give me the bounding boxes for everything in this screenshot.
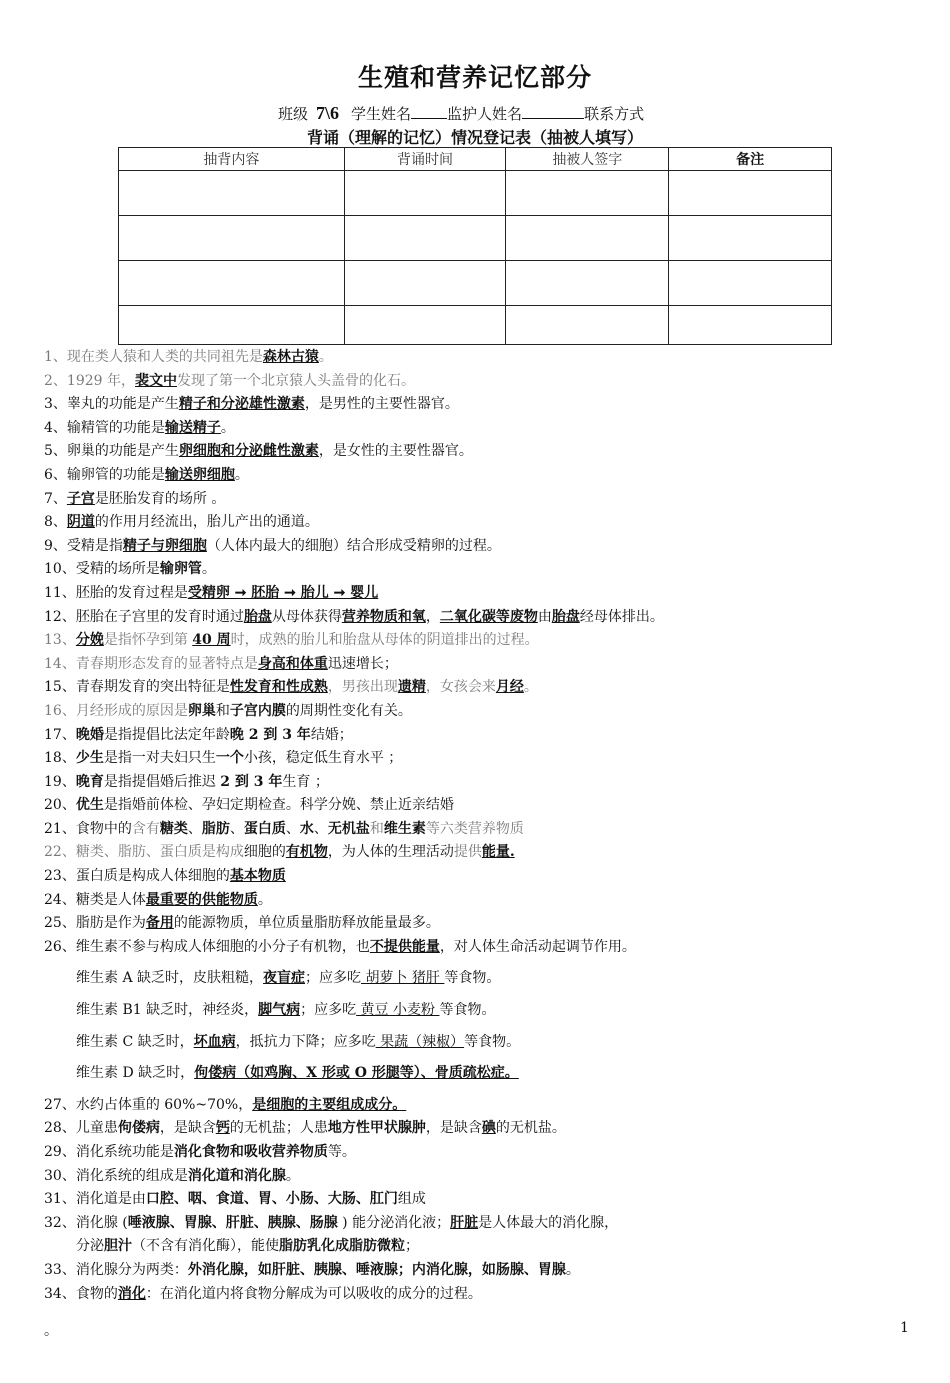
item-text-segment: 外消化腺，如肝脏、胰腺、唾液腺；内消化腺，如肠腺、胃腺 (187, 1261, 566, 1278)
item-text-segment: 7、 (44, 490, 67, 507)
item-text-segment: 23、蛋白质是构成人体细胞的 (44, 868, 230, 885)
student-name-blank[interactable] (411, 104, 447, 119)
table-row (119, 216, 832, 261)
table-cell[interactable] (119, 171, 345, 216)
item-text-segment: 维生素 C 缺乏时， (76, 1033, 194, 1050)
item-text-segment: 时，成熟的胎儿和胎盘从母体的阴道排出的过程。 (230, 632, 539, 649)
item-text-segment: 9、受精是指 (44, 537, 123, 554)
class-value: 7\6 (316, 103, 340, 123)
table-header-row (119, 148, 832, 171)
item-text-segment: 、 (313, 820, 328, 837)
item-text-segment: ，是缺含 (159, 1120, 216, 1137)
list-item (44, 1188, 924, 1212)
list-item (44, 558, 924, 582)
list-item (44, 393, 924, 417)
item-text-segment: 胎盘 (243, 608, 272, 625)
list-item (44, 771, 924, 795)
table-cell[interactable] (506, 306, 669, 345)
item-text-segment: 10、受精的场所是 (44, 561, 160, 578)
item-text-segment: 黄豆 小麦粉 (356, 1002, 440, 1019)
item-text-segment: ：在消化道内将食物分解成为可以吸收的成分的过程。 (145, 1285, 482, 1302)
list-item (44, 1235, 924, 1259)
item-text-segment: 34、食物的 (44, 1285, 118, 1302)
item-text-segment: 15、青春期发育的突出特征是 (44, 679, 230, 696)
item-text-segment: 肝脏 (450, 1214, 479, 1231)
item-text-segment: 精子和分泌雄性激素 (178, 396, 305, 413)
item-text-segment: 裴文中 (135, 372, 177, 389)
register-table-title: 背诵（理解的记忆）情况登记表（抽被人填写） (306, 128, 643, 147)
item-text-segment: 输送卵细胞 (164, 466, 235, 483)
item-text-segment: ；应多吃 (300, 1002, 357, 1019)
item-text-segment: 等。 (327, 1144, 356, 1160)
item-text-segment: 。 (257, 891, 272, 908)
item-text-segment: 钙 (215, 1120, 230, 1137)
item-text-segment: 备用 (145, 915, 174, 932)
item-text-segment: 1、现在类人猿和人类的共同祖先是 (44, 349, 263, 365)
item-text-segment: 。 (523, 679, 538, 696)
list-item (44, 841, 924, 865)
item-text-segment: 晚 2 到 3 年 (229, 726, 311, 743)
item-text-segment: 5、卵巢的功能是产生 (44, 443, 179, 460)
document-title: 生殖和营养记忆部分 (357, 63, 592, 92)
item-text-segment: 发现了第一个北京猿人头盖骨的化石。 (177, 372, 415, 389)
item-text-segment: 晚育 (75, 773, 104, 790)
item-text-segment: ，是缺含 (425, 1120, 482, 1137)
list-item (44, 1259, 924, 1283)
guardian-name-blank[interactable] (522, 104, 584, 119)
item-text-segment: 等食物。 (444, 970, 501, 987)
item-text-segment: 性发育和性成熟 (229, 679, 328, 696)
item-text-segment: 25、脂肪是作为 (44, 915, 146, 932)
item-text-segment: 果蔬（辣椒） (375, 1033, 465, 1050)
item-text-segment: 子宫内膜 (229, 702, 286, 719)
item-text-segment: 维生素 (383, 820, 426, 837)
item-text-segment: 和 (215, 702, 230, 719)
item-text-segment: 提供 (453, 844, 482, 861)
item-text-segment: 14、青春期形态发育的显著特点是 (44, 655, 258, 672)
item-text-segment: 30、消化系统的组成是 (44, 1167, 188, 1184)
list-item (44, 999, 924, 1023)
column-header: 抽背内容 (119, 148, 345, 171)
item-text-segment: 27、水约占体重的 60%~70%， (44, 1096, 253, 1113)
item-text-segment: 22、糖类、脂肪、蛋白质是构成 (44, 844, 244, 861)
item-text-segment: 19、 (44, 773, 76, 790)
item-text-segment: 卵巢 (187, 702, 216, 719)
item-text-segment: ，对人体生命活动起调节作用。 (439, 938, 636, 955)
item-text-segment: 、 (187, 820, 202, 837)
item-text-segment: 优生 (75, 797, 104, 814)
list-item (44, 1031, 924, 1055)
item-text-segment: ， (425, 608, 440, 625)
item-text-segment: 阴道 (66, 514, 95, 531)
item-text-segment: 脂肪 (201, 820, 230, 837)
item-text-segment: 受精卵 ➞ 胚胎 ➞ 胎儿 ➞ 婴儿 (187, 584, 379, 601)
item-text-segment: 。 (565, 1261, 580, 1278)
item-text-segment: 11、胚胎的发育过程是 (44, 584, 188, 601)
item-text-segment: 卵细胞和分泌雌性激素 (178, 443, 319, 460)
item-text-segment: 脚气病 (258, 1002, 301, 1019)
list-item (44, 1141, 924, 1165)
item-text-segment: 二氧化碳等废物 (439, 608, 538, 625)
table-cell[interactable] (669, 171, 832, 216)
table-cell[interactable] (506, 171, 669, 216)
table-cell[interactable] (506, 216, 669, 261)
item-text-segment: 等食物。 (464, 1033, 521, 1050)
list-item (44, 912, 924, 936)
list-item (44, 535, 924, 559)
item-text-segment: 32、消化腺 ( (44, 1214, 128, 1231)
table-cell[interactable] (669, 216, 832, 261)
table-row (119, 171, 832, 216)
list-item (44, 464, 924, 488)
item-text-segment: 生育 ； (282, 773, 329, 790)
item-text-segment: 少生 (75, 750, 104, 767)
list-item (44, 724, 924, 748)
item-text-segment: 营养物质和氧 (341, 608, 426, 625)
item-text-segment: 28、儿童患 (44, 1120, 118, 1137)
item-text-segment: 由 (537, 608, 552, 625)
list-item (44, 346, 924, 370)
contact-label: 联系方式 (584, 105, 645, 123)
item-text-segment: 身高和体重 (257, 655, 328, 672)
item-text-segment: 是指提倡比法定年龄 (103, 726, 230, 743)
item-text-segment: 子宫 (66, 490, 95, 507)
item-text-segment: 佝偻病（如鸡胸、X 形或 O 形腿等）、骨质疏松症。 (194, 1065, 519, 1082)
item-text-segment: 等食物。 (439, 1002, 496, 1019)
list-item (44, 794, 924, 818)
table-cell[interactable] (669, 306, 832, 345)
item-text-segment: 分泌 (76, 1238, 104, 1255)
item-text-segment: 晚婚 (75, 726, 104, 743)
item-text-segment: 最重要的供能物质 (145, 891, 258, 908)
item-text-segment: 31、消化道是由 (44, 1191, 146, 1208)
item-text-segment: 的无机盐。 (495, 1120, 566, 1137)
item-text-segment: 佝偻病 (117, 1120, 160, 1137)
item-text-segment: 结婚； (310, 726, 353, 743)
item-text-segment: 12、胚胎在子宫里的发育时通过 (44, 608, 244, 625)
page-number: 1 (900, 1320, 909, 1336)
item-text-segment: 是胚胎发育的场所 。 (94, 490, 226, 507)
item-text-segment: 输送精子 (164, 419, 221, 436)
item-text-segment: 含有 (131, 820, 160, 837)
item-text-segment: ； (405, 1238, 419, 1255)
item-text-segment: 经母体排出。 (579, 608, 664, 625)
list-item (44, 417, 924, 441)
item-text-segment: 消化道和消化腺 (187, 1167, 286, 1184)
student-name-label: 学生姓名 (351, 105, 412, 123)
item-text-segment: ，为人体的生理活动 (327, 844, 454, 861)
item-text-segment: 2 到 3 年 (220, 773, 283, 790)
item-text-segment: 40 周 (192, 632, 231, 649)
item-text-segment: （人体内最大的细胞）结合形成受精卵的过程。 (206, 537, 501, 554)
list-item (44, 370, 924, 394)
item-text-segment: 、 (285, 820, 300, 837)
list-item (44, 1117, 924, 1141)
list-item (44, 818, 924, 842)
list-item (44, 511, 924, 535)
item-text-segment: ，是女性的主要性器官。 (318, 443, 473, 460)
table-cell[interactable] (119, 261, 345, 306)
item-text-segment: ；应多吃 (305, 970, 362, 987)
item-text-segment: ，是男性的主要性器官。 (304, 396, 459, 413)
item-text-segment: 3、睾丸的功能是产生 (44, 396, 179, 413)
list-item (44, 1283, 924, 1307)
list-item (44, 488, 924, 512)
item-text-segment: （不含有消化酶），能使 (132, 1238, 279, 1255)
list-item (44, 1165, 924, 1189)
item-text-segment: 胆汁 (104, 1238, 132, 1255)
item-text-segment: 29、消化系统功能是 (44, 1144, 174, 1160)
item-text-segment: 是指一对夫妇只生 (103, 750, 216, 767)
list-item (44, 889, 924, 913)
list-item (44, 936, 924, 960)
item-text-segment: 维生素 A 缺乏时，皮肤粗糙， (76, 970, 264, 987)
recitation-register-table (118, 147, 832, 345)
item-text-segment: 能量. (481, 844, 515, 861)
item-text-segment: 24、糖类是人体 (44, 891, 146, 908)
item-text-segment: 17、 (44, 726, 76, 743)
item-text-segment: 6、输卵管的功能是 (44, 466, 165, 483)
item-text-segment: 组成 (397, 1191, 426, 1208)
item-text-segment: 胡萝卜 猪肝 (361, 970, 445, 987)
table-cell[interactable] (344, 216, 506, 261)
item-text-segment: 胎盘 (551, 608, 580, 625)
item-text-segment: 夜盲症 (263, 970, 306, 987)
item-text-segment: 无机盐 (327, 820, 370, 837)
item-text-segment: 。 (285, 1167, 300, 1184)
list-item (44, 653, 924, 677)
table-row (119, 306, 832, 345)
item-text-segment: ，男孩出现 (327, 679, 398, 696)
table-cell[interactable] (344, 261, 506, 306)
item-text-segment: 月经 (495, 679, 524, 696)
item-text-segment: 有机物 (285, 844, 328, 861)
item-text-segment: 的作用月经流出，胎儿产出的通道。 (94, 514, 319, 531)
list-item (44, 967, 924, 991)
item-text-segment: 。 (201, 561, 216, 578)
list-item (44, 747, 924, 771)
item-text-segment: 精子与卵细胞 (122, 537, 207, 554)
item-text-segment: 和 (369, 820, 384, 837)
list-item (44, 582, 924, 606)
table-row (119, 261, 832, 306)
item-text-segment: 迅速增长； (327, 655, 398, 672)
item-text-segment: 一个 (215, 750, 244, 767)
item-text-segment: 小孩，稳定低生育水平 ； (243, 750, 403, 767)
class-label: 班级 (278, 105, 309, 123)
item-text-segment: 输卵管 (159, 561, 202, 578)
item-text-segment: 是指提倡婚后推迟 (103, 773, 221, 790)
item-text-segment: 是指怀孕到第 (103, 632, 193, 649)
item-text-segment: 消化食物和吸收营养物质 (173, 1144, 328, 1160)
item-text-segment: 糖类 (159, 820, 188, 837)
item-text-segment: 。 (234, 466, 249, 483)
item-text-segment: 脂肪乳化成脂肪微粒 (279, 1238, 405, 1255)
item-text-segment: 21、食物中的 (44, 820, 132, 837)
item-text-segment: ，女孩会来 (425, 679, 496, 696)
item-text-segment: 遗精 (397, 679, 426, 696)
item-text-segment: 2、1929 年， (44, 372, 135, 389)
item-text-segment: 的无机盐；人患 (229, 1120, 328, 1137)
item-text-segment: 唾液腺、胃腺、肝脏、胰腺、肠腺 (127, 1214, 338, 1231)
item-text-segment: 8、 (44, 514, 67, 531)
item-text-segment: 18、 (44, 750, 76, 767)
item-text-segment: 维生素 B1 缺乏时，神经炎， (76, 1002, 259, 1019)
list-item (44, 606, 924, 630)
list-item (44, 865, 924, 889)
item-text-segment: 的周期性变化有关。 (285, 702, 412, 719)
table-cell[interactable] (506, 261, 669, 306)
table-cell[interactable] (119, 306, 345, 345)
item-text-segment: 维生素 D 缺乏时， (76, 1065, 195, 1082)
item-text-segment: 森林古猿 (262, 349, 319, 365)
item-text-segment: 碘 (481, 1120, 496, 1137)
item-text-segment: 口腔、咽、食道、胃、小肠、大肠、肛门 (145, 1191, 398, 1208)
column-header: 背诵时间 (344, 148, 506, 171)
item-text-segment: 16、月经形成的原因是 (44, 702, 188, 719)
item-text-segment: 的能源物质，单位质量脂肪释放能量最多。 (173, 915, 440, 932)
list-item (44, 629, 924, 653)
item-text-segment: 水 (299, 820, 314, 837)
item-text-segment: 13、 (44, 632, 76, 649)
item-text-segment: 从母体获得 (271, 608, 342, 625)
item-text-segment: ，抵抗力下降；应多吃 (235, 1033, 376, 1050)
list-item (44, 1212, 924, 1236)
table-cell[interactable] (669, 261, 832, 306)
item-text-segment: 等六类营养物质 (425, 820, 524, 837)
table-cell[interactable] (344, 306, 506, 345)
column-header: 备注 (669, 148, 832, 171)
item-text-segment: 是细胞的主要组成成分。 (252, 1096, 407, 1113)
item-text-segment: 20、 (44, 797, 76, 814)
memory-items-list (44, 346, 924, 1306)
list-item (44, 440, 924, 464)
item-text-segment: 消化 (117, 1285, 146, 1302)
item-text-segment: 是人体最大的消化腺， (478, 1214, 619, 1231)
column-header: 抽被人签字 (506, 148, 669, 171)
item-text-segment: 4、输精管的功能是 (44, 419, 165, 436)
item-text-segment: 是指婚前体检、孕妇定期检查。科学分娩、禁止近亲结婚 (103, 797, 454, 814)
item-text-segment: 细胞的 (243, 844, 286, 861)
table-cell[interactable] (344, 171, 506, 216)
item-text-segment: 分娩 (75, 632, 104, 649)
table-cell[interactable] (119, 216, 345, 261)
list-item (44, 676, 924, 700)
item-text-segment: 33、消化腺分为两类： (44, 1261, 188, 1278)
item-text-segment: 、 (229, 820, 244, 837)
item-text-segment: 。 (318, 349, 333, 365)
student-info-line (278, 103, 644, 124)
item-text-segment: 坏血病 (193, 1033, 236, 1050)
item-text-segment: 蛋白质 (243, 820, 286, 837)
list-item (44, 1062, 924, 1086)
list-item (44, 700, 924, 724)
item-text-segment: 不提供能量 (369, 938, 440, 955)
list-item (44, 1094, 924, 1118)
item-text-segment: 26、维生素不参与构成人体细胞的小分子有机物，也 (44, 938, 370, 955)
item-text-segment: 。 (220, 419, 235, 436)
item-text-segment: 基本物质 (229, 868, 286, 885)
trailing-mark: 。 (44, 1323, 58, 1339)
item-text-segment: 地方性甲状腺肿 (327, 1120, 426, 1137)
guardian-name-label: 监护人姓名 (447, 105, 523, 123)
item-text-segment: ) 能分泌消化液； (337, 1214, 451, 1231)
